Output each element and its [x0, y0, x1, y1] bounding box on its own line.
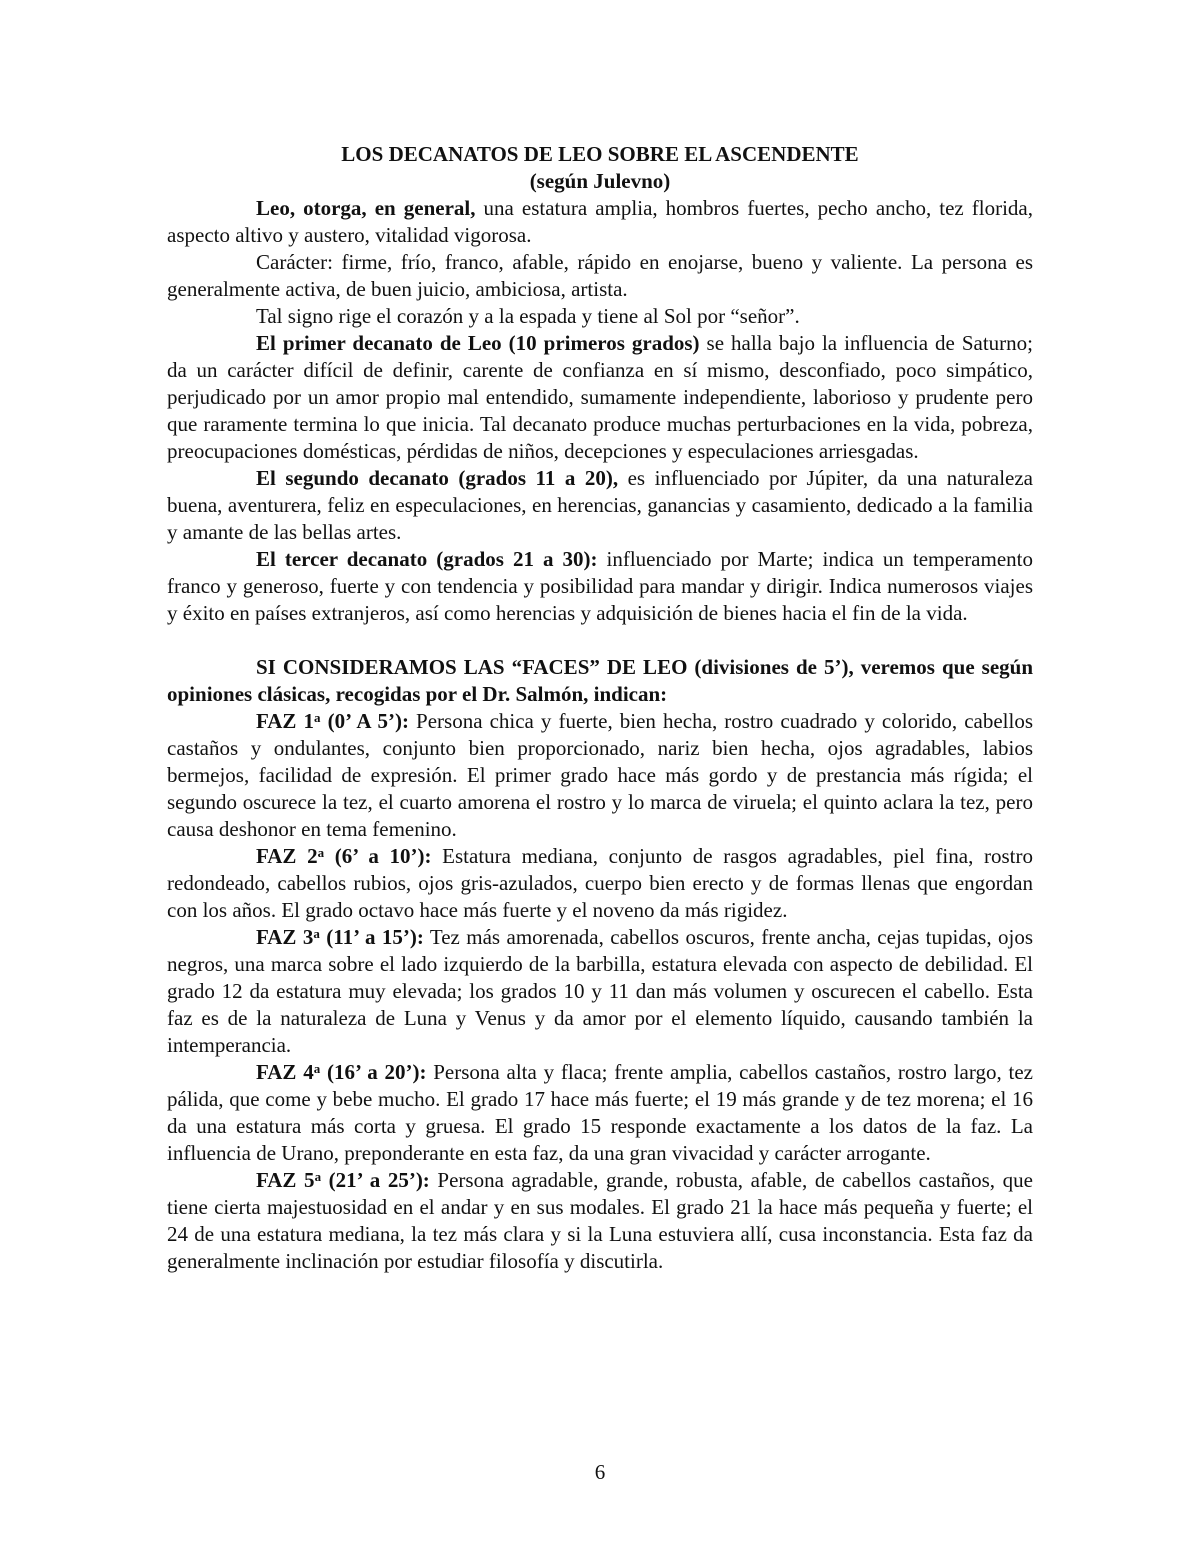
paragraph-lead: El primer decanato de Leo (10 primeros grados): [256, 331, 700, 355]
face-label: FAZ 3$^a$ (11’ a 15’):: [256, 925, 424, 949]
paragraph-second-decanate: [167, 465, 1033, 546]
document-page: [167, 141, 1033, 1275]
section-spacer: [167, 627, 1033, 654]
paragraph-third-decanate: [167, 546, 1033, 627]
paragraph-text: una estatura amplia, hombros fuertes, pecho ancho, tez florida, aspecto altivo y austero, vitalidad vigorosa.: [167, 196, 1033, 247]
face-paragraph-5: [167, 1167, 1033, 1275]
paragraph-sign-rule: [167, 303, 1033, 330]
paragraph-lead: El segundo decanato (grados 11 a 20),: [256, 466, 619, 490]
paragraph-text: Carácter: firme, frío, franco, afable, rápido en enojarse, bueno y valiente. La persona es generalmente activa, de buen juicio, ambiciosa, artista.: [167, 250, 1033, 301]
paragraph-lead: El tercer decanato (grados 21 a 30):: [256, 547, 598, 571]
paragraph-text: es influenciado por Júpiter, da una naturaleza buena, aventurera, feliz en especulaciones, en herencias, ganancias y casamiento, dedicado a la familia y amante de las bellas artes.: [167, 466, 1033, 544]
face-text: Persona agradable, grande, robusta, afable, de cabellos castaños, que tiene cierta majestuosidad en el andar y en sus modales. El grado 21 la hace más pequeña y fuerte; el 24 de una estatura mediana, la tez más clara y si la Luna estuviera allí, cusa inconstancia. Esta faz da generalmente inclinación por estudiar filosofía y discutirla.: [167, 1168, 1033, 1273]
face-text: Tez más amorenada, cabellos oscuros, frente ancha, cejas tupidas, ojos negros, una marca sobre el lado izquierdo de la barbilla, estatura elevada con aspecto de debilidad. El grado 12 da estatura muy elevada; los grados 10 y 11 dan más volumen y oscurecen el cabello. Esta faz es de la naturaleza de Luna y Venus y da amor por el elemento líquido, causando también la intemperancia.: [167, 925, 1034, 1057]
face-text: Estatura mediana, conjunto de rasgos agradables, piel fina, rostro redondeado, cabellos rubios, ojos gris-azulados, cuerpo bien erecto y de formas llenas que engordan con los años. El grado octavo hace más fuerte y el noveno da más rigidez.: [167, 844, 1033, 922]
document-subtitle: (según Julevno): [529, 169, 671, 193]
face-label: FAZ 2$^a$ (6’ a 10’):: [256, 844, 432, 868]
face-paragraph-3: [167, 924, 1033, 1059]
face-label: FAZ 5$^a$ (21’ a 25’):: [256, 1168, 430, 1192]
paragraph-first-decanate: [167, 330, 1033, 465]
page-number: 6: [594, 1460, 606, 1484]
face-paragraph-2: [167, 843, 1033, 924]
face-paragraph-4: [167, 1059, 1033, 1167]
face-paragraph-1: [167, 708, 1033, 843]
face-text: Persona alta y flaca; frente amplia, cabellos castaños, rostro largo, tez pálida, que come y bebe mucho. El grado 17 hace más fuerte; el 19 más grande y de tez morena; el 16 da una estatura más corta y gruesa. El grado 15 responde exactamente a los datos de la faz. La influencia de Urano, preponderante en esta faz, da una gran vivacidad y carácter arrogante.: [167, 1060, 1033, 1165]
paragraph-text: influenciado por Marte; indica un temperamento franco y generoso, fuerte y con tendencia y posibilidad para mandar y dirigir. Indica numerosos viajes y éxito en países extranjeros, así como herencias y adquisición de bienes hacia el fin de la vida.: [167, 547, 1033, 625]
face-text: Persona chica y fuerte, bien hecha, rostro cuadrado y colorido, cabellos castaños y ondulantes, conjunto bien proporcionado, nariz bien hecha, ojos agradables, labios bermejos, facilidad de expresión. El primer grado hace más gordo y de prestancia más rígida; el segundo oscurece la tez, el cuarto amorena el rostro y lo marca de viruela; el quinto aclara la tez, pero causa deshonor en tema femenino.: [167, 709, 1033, 841]
paragraph-text: se halla bajo la influencia de Saturno; da un carácter difícil de definir, carente de confianza en sí mismo, desconfiado, poco simpático, perjudicado por un amor propio mal entendido, sumamente independiente, laborioso y prudente pero que raramente termina lo que inicia. Tal decanato produce muchas perturbaciones en la vida, pobreza, preocupaciones domésticas, pérdidas de niños, decepciones y especulaciones arriesgadas.: [167, 331, 1033, 463]
document-title: LOS DECANATOS DE LEO SOBRE EL ASCENDENTE: [341, 142, 859, 166]
paragraph-general: [167, 195, 1033, 249]
faces-section-heading: SI CONSIDERAMOS LAS “FACES” DE LEO (divisiones de 5’), veremos que según opiniones clásicas, recogidas por el Dr. Salmón, indican:: [167, 655, 1033, 706]
paragraph-character: [167, 249, 1033, 303]
paragraph-text: Tal signo rige el corazón y a la espada y tiene al Sol por “señor”.: [256, 304, 800, 328]
paragraph-lead: Leo, otorga, en general,: [256, 196, 476, 220]
face-label: FAZ 1$^a$ (0’ A 5’):: [256, 709, 409, 733]
face-label: FAZ 4$^a$ (16’ a 20’):: [256, 1060, 427, 1084]
